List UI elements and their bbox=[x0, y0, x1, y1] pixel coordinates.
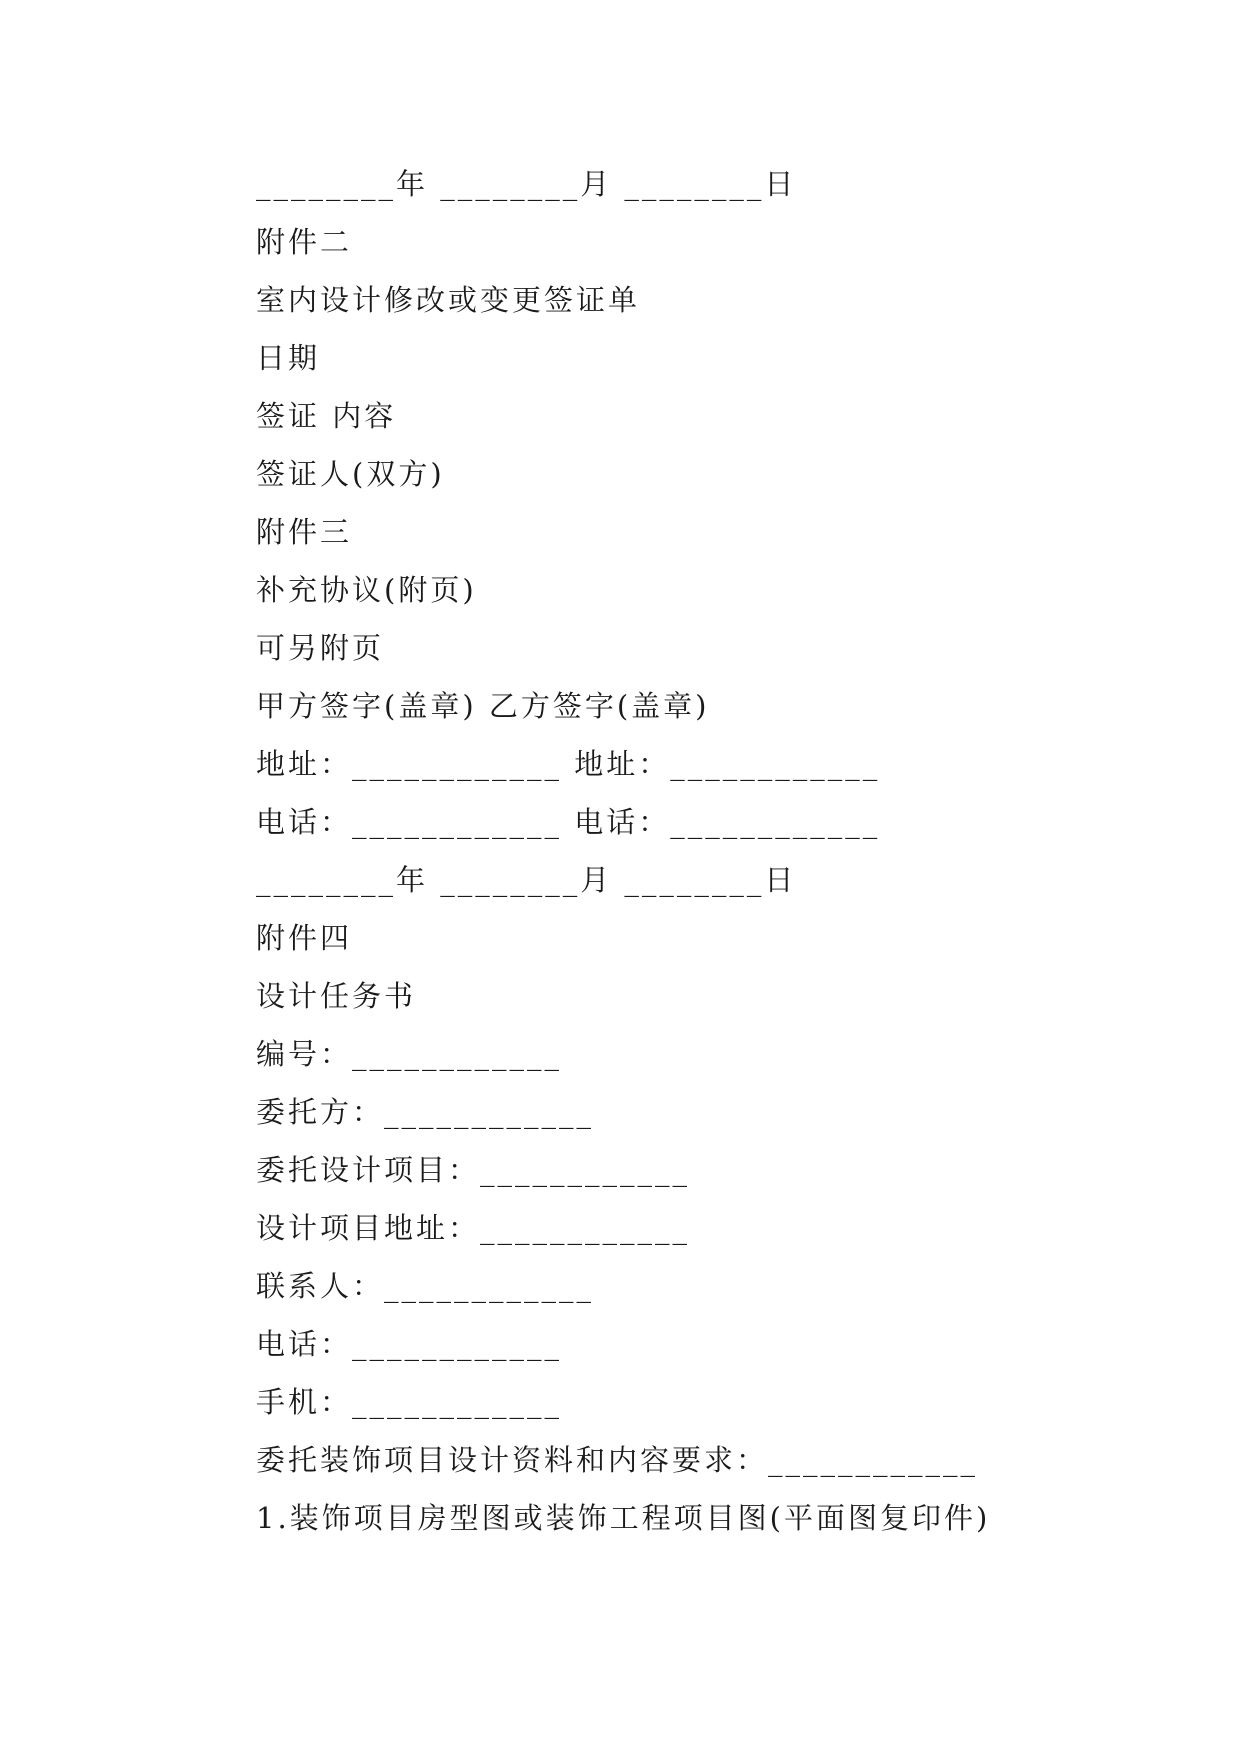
project-address-field: 设计项目地址：____________ bbox=[256, 1211, 691, 1245]
date-line: ________年 ________月 ________日 bbox=[256, 863, 797, 897]
change-visa-title: 室内设计修改或变更签证单 bbox=[256, 283, 641, 317]
number-field: 编号：____________ bbox=[256, 1037, 563, 1071]
date-line: ________年 ________月 ________日 bbox=[256, 167, 797, 201]
supplementary-agreement-title: 补充协议(附页) bbox=[256, 573, 477, 607]
design-brief-title: 设计任务书 bbox=[256, 979, 417, 1013]
address-fields: 地址：____________ 地址：____________ bbox=[256, 747, 881, 781]
visa-signers-label: 签证人(双方) bbox=[256, 457, 445, 491]
phone-field: 电话：____________ bbox=[256, 1327, 563, 1361]
attachment-three-heading: 附件三 bbox=[256, 515, 353, 549]
client-field: 委托方：____________ bbox=[256, 1095, 595, 1129]
date-label: 日期 bbox=[256, 341, 321, 375]
requirements-field: 委托装饰项目设计资料和内容要求：____________ bbox=[256, 1443, 979, 1477]
attachment-two-heading: 附件二 bbox=[256, 225, 353, 259]
mobile-field: 手机：____________ bbox=[256, 1385, 563, 1419]
project-field: 委托设计项目：____________ bbox=[256, 1153, 691, 1187]
requirement-item-1: 1.装饰项目房型图或装饰工程项目图(平面图复印件) bbox=[256, 1501, 991, 1535]
visa-content-label: 签证 内容 bbox=[256, 399, 397, 433]
attachment-four-heading: 附件四 bbox=[256, 921, 353, 955]
contact-person-field: 联系人：____________ bbox=[256, 1269, 595, 1303]
party-signatures: 甲方签字(盖章) 乙方签字(盖章) bbox=[256, 689, 710, 723]
extra-page-note: 可另附页 bbox=[256, 631, 385, 665]
phone-fields: 电话：____________ 电话：____________ bbox=[256, 805, 881, 839]
